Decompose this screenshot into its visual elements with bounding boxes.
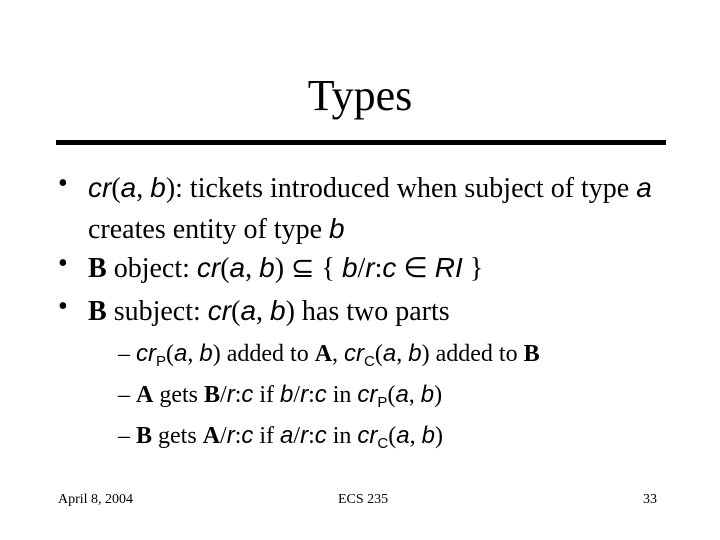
text-segment: cr <box>344 340 365 367</box>
text-segment: gets <box>152 423 203 449</box>
text-segment: , <box>408 382 421 408</box>
text-segment: C <box>364 353 375 370</box>
text-segment: , <box>245 253 260 284</box>
text-segment: RI <box>434 252 463 283</box>
text-segment: ( <box>166 341 175 367</box>
text-segment: ( <box>220 253 230 284</box>
text-segment: a <box>395 381 409 408</box>
bullet-marker: • <box>58 168 68 199</box>
bullet-2 <box>58 248 698 289</box>
subbullet-marker: – <box>118 341 130 367</box>
bullet-1 <box>58 168 698 250</box>
subbullet-text <box>136 340 540 370</box>
text-segment: ): tickets introduced when subject of type <box>165 173 637 204</box>
text-segment: c <box>314 381 327 408</box>
footer-date: April 8, 2004 <box>58 492 134 507</box>
text-segment: c <box>382 252 397 283</box>
text-segment: } <box>462 253 484 284</box>
text-segment: a <box>636 172 652 203</box>
text-segment: b <box>408 340 422 367</box>
text-segment: c <box>314 422 327 449</box>
text-segment: b <box>421 422 435 449</box>
text-segment: : <box>234 382 242 408</box>
text-segment: B <box>136 423 153 449</box>
text-segment: P <box>156 353 167 370</box>
text-segment: ∈ <box>396 253 435 284</box>
subbullet-2 <box>118 377 442 421</box>
subbullet-marker: – <box>118 382 130 408</box>
text-segment: b <box>341 252 358 283</box>
text-segment: r <box>300 422 309 449</box>
text-segment: r <box>300 381 309 408</box>
text-segment: : <box>308 382 315 408</box>
text-segment: B <box>204 382 221 408</box>
text-segment: b <box>270 295 286 326</box>
text-segment: , <box>256 296 271 327</box>
text-segment: , <box>187 341 200 367</box>
text-segment: / <box>293 423 301 449</box>
text-segment: ( <box>387 382 396 408</box>
text-segment: a <box>120 172 137 203</box>
bullet-3 <box>58 291 698 332</box>
text-segment: b <box>280 381 294 408</box>
bullet-marker: • <box>58 291 68 322</box>
subbullet-1 <box>118 336 540 380</box>
text-segment: ) has two parts <box>285 296 450 327</box>
bullet-text <box>88 168 698 250</box>
text-segment: r <box>226 381 235 408</box>
text-segment: B <box>88 253 107 284</box>
text-segment: : <box>374 253 383 284</box>
text-segment: in <box>326 382 358 408</box>
text-segment: cr <box>196 252 221 283</box>
text-segment: a <box>240 295 257 326</box>
text-segment: cr <box>207 295 232 326</box>
text-segment: , <box>136 173 151 204</box>
text-segment: A <box>136 382 154 408</box>
text-segment: , <box>409 423 422 449</box>
text-segment: / <box>220 423 227 449</box>
text-segment: c <box>241 381 254 408</box>
slide-title: Types <box>307 71 413 120</box>
text-segment: cr <box>357 381 378 408</box>
text-segment: b <box>420 381 435 408</box>
bullet-text <box>88 291 698 332</box>
text-segment: subject: <box>106 296 208 327</box>
text-segment: B <box>523 341 540 367</box>
text-segment: cr <box>136 340 156 367</box>
text-segment: A <box>314 341 333 367</box>
text-segment: cr <box>357 422 378 449</box>
footer-course: ECS 235 <box>338 492 389 507</box>
text-segment: b <box>199 340 213 367</box>
text-segment: ( <box>111 173 121 204</box>
text-segment: ( <box>231 296 241 327</box>
text-segment: b <box>259 252 275 283</box>
text-segment: cr <box>88 172 112 203</box>
text-segment: : <box>234 423 242 449</box>
subbullet-3 <box>118 418 443 462</box>
bullet-marker: • <box>58 248 68 279</box>
text-segment: ) <box>434 382 443 408</box>
text-segment: a <box>229 252 246 283</box>
text-segment: a <box>396 422 410 449</box>
subbullet-text <box>136 381 443 411</box>
text-segment: c <box>241 422 254 449</box>
text-segment: b <box>150 172 166 203</box>
bullet-text <box>88 248 698 289</box>
text-segment: ( <box>388 423 397 449</box>
text-segment: a <box>382 340 397 367</box>
text-segment: ) added to <box>421 341 524 367</box>
text-segment: in <box>326 423 358 449</box>
text-segment: if <box>253 382 281 408</box>
text-segment: gets <box>153 382 205 408</box>
text-segment: r <box>365 252 375 283</box>
title-divider <box>56 140 666 145</box>
text-segment: a <box>174 340 188 367</box>
text-segment: / <box>220 382 227 408</box>
text-segment: ( <box>374 341 383 367</box>
text-segment: / <box>293 382 301 408</box>
text-segment: a <box>280 422 294 449</box>
text-segment: P <box>377 394 388 411</box>
text-segment: ) ⊆ { <box>274 253 342 284</box>
text-segment: r <box>226 422 235 449</box>
footer-page-number: 33 <box>643 492 657 507</box>
text-segment: A <box>202 423 221 449</box>
text-segment: ) <box>434 423 443 449</box>
text-segment: : <box>308 423 315 449</box>
subbullet-marker: – <box>118 423 130 449</box>
text-segment: , <box>332 341 345 367</box>
subbullet-text <box>136 422 443 452</box>
text-segment: creates entity of type <box>88 214 330 245</box>
text-segment: ) added to <box>212 341 315 367</box>
text-segment: if <box>253 423 281 449</box>
text-segment: B <box>88 296 107 327</box>
text-segment: object: <box>106 253 197 284</box>
text-segment: b <box>329 213 345 244</box>
text-segment: / <box>357 253 366 284</box>
text-segment: C <box>377 435 389 452</box>
text-segment: , <box>396 341 409 367</box>
